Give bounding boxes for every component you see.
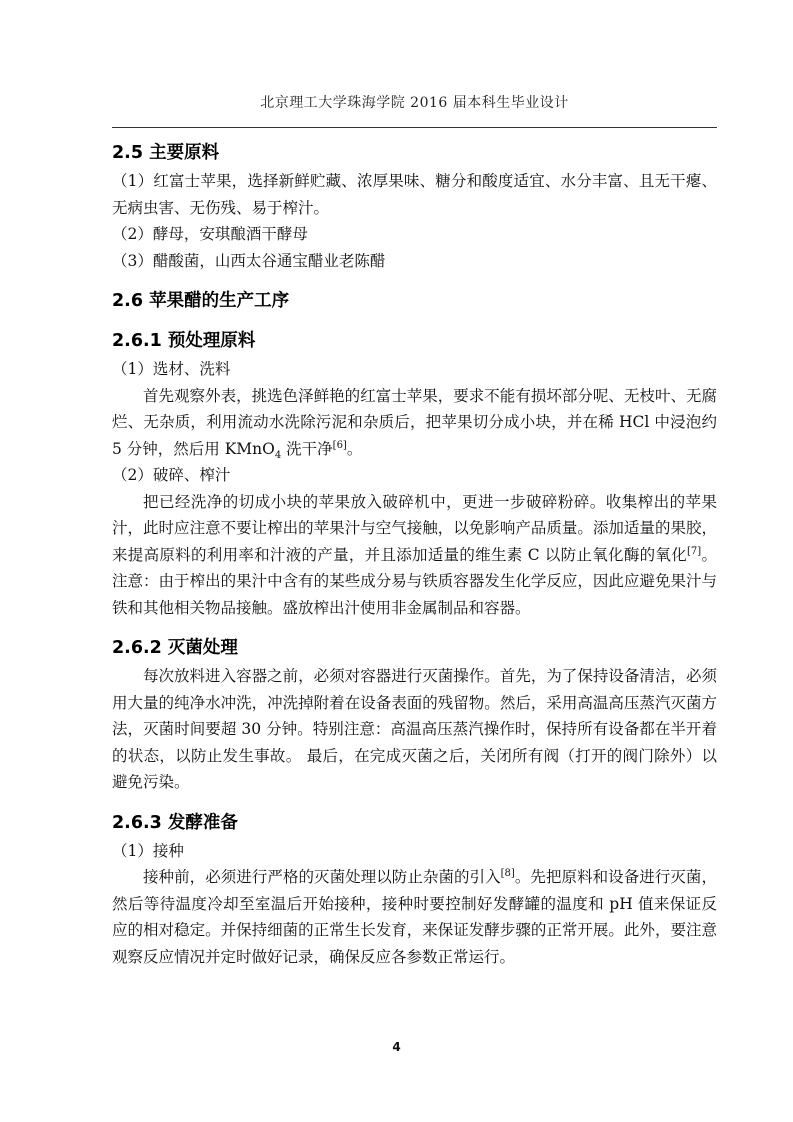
- text-run: 。注意：由于榨出的果汁中含有的某些成分易与铁质容器发生化学反应，因此应避免果汁与铁和其他相关物品接触。盛放榨出汁使用非金属制品和容器。: [112, 545, 717, 617]
- document-body: [112, 138, 717, 970]
- citation-ref: [7]: [687, 545, 702, 557]
- text-run: 接种前，必须进行严格的灭菌处理以防止杂菌的引入: [143, 868, 501, 886]
- section-2-5-content: [112, 168, 717, 274]
- citation-ref: [6]: [332, 439, 347, 451]
- heading-2-6-2: 2.6.2 灭菌处理: [112, 638, 238, 658]
- paragraph-crush-juice: [112, 489, 717, 622]
- text-run: 。先把原料和设备进行灭菌，然后等待温度冷却至室温后开始接种，接种时要控制好发酵罐的温度和 pH 值来保证反应的相对稳定。并保持细菌的正常生长发育，来保证发酵步骤的正常开展。此外，要注意观察反应情况并定时做好记录，确保反应各参数正常运行。: [112, 868, 717, 966]
- text-run: 把已经洗净的切成小块的苹果放入破碎机中，更进一步破碎粉碎。收集榨出的苹果汁，此时应注意不要让榨出的苹果汁与空气接触，以免影响产品质量。添加适量的果胶，来提高原料的利用率和汁液的产量，并且添加适量的维生素 C 以防止氧化酶的氧化: [112, 492, 717, 564]
- step-label-crush-juice: （2）破碎、榨汁: [112, 466, 231, 484]
- text-run: 首先观察外表，挑选色泽鲜艳的红富士苹果，要求不能有损坏部分呢、无枝叶、无腐烂、无杂质，利用流动水洗除污泥和杂质后，把苹果切分成小块，并在稀 HCl 中浸泡约 5 分钟，然后用 KMnO: [112, 386, 717, 458]
- page-header: 北京理工大学珠海学院 2016 届本科生毕业设计: [260, 95, 569, 111]
- step-label-select-wash: （1）选材、洗料: [112, 360, 231, 378]
- step-label-inoculation: （1）接种: [112, 841, 184, 860]
- material-item-1: （1）红富士苹果，选择新鲜贮藏、浓厚果味、糖分和酸度适宜、水分丰富、且无干瘪、无病虫害、无伤残、易于榨汁。: [112, 172, 717, 217]
- page-number: 4: [392, 1040, 401, 1054]
- paragraph-inoculation: [112, 864, 717, 970]
- citation-ref: [8]: [500, 867, 515, 879]
- section-2-6-3-content: [112, 838, 717, 971]
- heading-2-6: 2.6 苹果醋的生产工序: [112, 291, 290, 311]
- heading-2-5: 2.5 主要原料: [112, 143, 220, 163]
- text-run: 洗干净: [281, 439, 333, 458]
- heading-2-6-3: 2.6.3 发酵准备: [112, 812, 238, 833]
- text-run: 。: [346, 439, 363, 458]
- section-2-6-1-content: [112, 356, 717, 621]
- paragraph-select-wash: [112, 383, 717, 463]
- subscript: 4: [274, 449, 282, 461]
- material-item-3: （3）醋酸菌，山西太谷通宝醋业老陈醋: [112, 251, 386, 270]
- section-2-6-2-content: [112, 663, 717, 796]
- header-divider: [112, 127, 717, 128]
- heading-2-6-1: 2.6.1 预处理原料: [112, 331, 256, 351]
- paragraph-sterilization: 每次放料进入容器之前，必须对容器进行灭菌操作。首先，为了保持设备清洁，必须用大量的纯净水冲洗，冲洗掉附着在设备表面的残留物。然后，采用高温高压蒸汽灭菌方法，灭菌时间要超 30 分钟。特别注意：高温高压蒸汽操作时，保持所有设备都在半开着的状态，以防止发生事故。 最后，在完成灭菌之后，关闭所有阀（打开的阀门除外）以避免污染。: [112, 667, 717, 791]
- material-item-2: （2）酵母，安琪酿酒干酵母: [112, 225, 308, 243]
